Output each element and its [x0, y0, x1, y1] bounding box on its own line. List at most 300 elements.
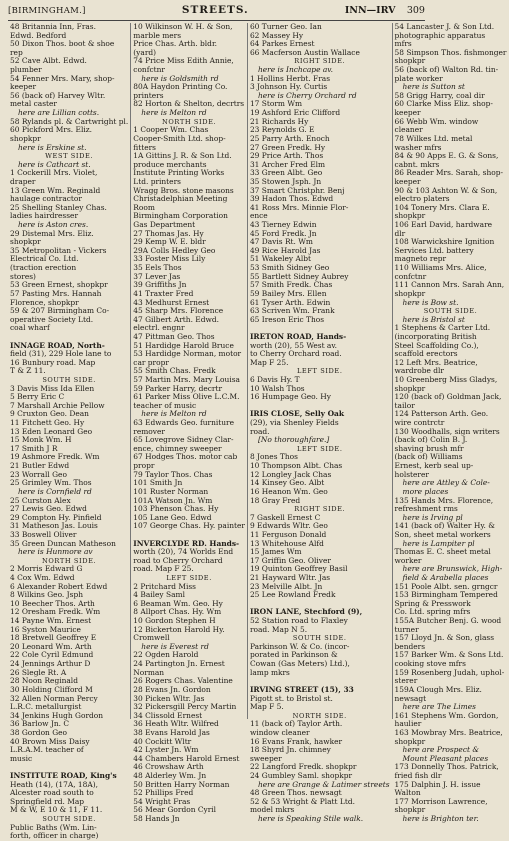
directory-entry: cleaner — [394, 125, 423, 135]
directory-entry: 57 Pasting Mrs. Hannah — [10, 288, 102, 298]
street-heading: IRVING STREET (15), 33 — [249, 684, 354, 694]
street-heading: IRON LANE, Stechford (9), — [249, 607, 363, 617]
directory-entry: 43 Medhurst Ernest — [133, 297, 210, 307]
directory-entry: 27 Thomas Jas. Hy — [133, 228, 204, 238]
directory-entry: 1 Cooper Wm. Chas — [133, 125, 209, 135]
directory-entry: 37 Lever Jas — [133, 271, 181, 281]
directory-entry: 8 Jones Thos — [249, 452, 298, 462]
directory-entry: 10 Wilkinson W. H. & Son, — [133, 22, 233, 31]
directory-entry: 41 Traxter Fred — [133, 288, 194, 298]
cross-street-note: here is Brighton ter. — [402, 814, 479, 824]
directory-entry: 33 Foster Miss Lily — [133, 254, 206, 264]
directory-entry: 159A Clough Mrs. Eliz. — [394, 684, 482, 694]
directory-entry: Birmingham Corporation — [133, 211, 228, 221]
directory-entry: Alcester road south to — [10, 788, 94, 798]
directory-entry: fitters — [133, 142, 156, 152]
directory-entry: 49 Rice Harold Jas — [249, 245, 321, 255]
directory-entry: lamp mkrs — [249, 667, 290, 677]
directory-entry: 12 Bickerton Harold Hy. — [133, 624, 225, 634]
directory-entry: draper — [10, 176, 36, 186]
directory-entry: shopkpr — [394, 288, 426, 298]
cross-street-note: here is Sutton st — [402, 82, 465, 92]
directory-entry: 12 Oresham Fredk. Wm — [10, 607, 101, 617]
directory-entry: ence — [249, 211, 268, 221]
directory-entry: M & W, E 10 & 11, F 11. — [10, 805, 103, 815]
directory-entry: Map F 25. — [249, 357, 289, 367]
directory-entry: photographic apparatus — [394, 30, 486, 40]
directory-entry: 25 Grimley Wm. Thos — [10, 478, 92, 488]
directory-entry: 61 Parker Miss Olive L.C.M. — [133, 392, 240, 402]
directory-column-2 — [130, 22, 247, 824]
directory-entry: 6 Alexander Robert Edwd — [10, 581, 108, 591]
directory-entry: 78 Wilkes Ltd. metal — [394, 133, 473, 143]
directory-entry: plumber — [10, 65, 42, 75]
directory-entry: keeper — [394, 108, 421, 118]
directory-entry: haulage contractor — [10, 194, 82, 204]
side-label: LEFT SIDE. — [296, 444, 343, 453]
directory-entry: printers — [133, 90, 164, 100]
directory-entry: 16 Bunbury road. Map — [10, 357, 96, 367]
directory-entry: fried fish dlr — [394, 771, 442, 781]
directory-entry: 66 Macferson Austin Wallace — [249, 47, 360, 57]
header-street-range: INN—IRV — [344, 5, 396, 16]
directory-entry: 16 Humpage Geo. Hy — [249, 392, 331, 402]
directory-entry: 51 Hardidge Harold Bruce — [133, 340, 234, 350]
directory-entry: 45 Ford Fredk. Jn — [249, 228, 317, 238]
directory-entry: 177 Morrison Lawrence, — [394, 796, 488, 806]
directory-entry: 60 Turner Geo. Ian — [249, 22, 322, 31]
directory-entry: 40 Brown Miss Daisy — [10, 736, 90, 746]
directory-entry: 18 Gray Fred — [249, 495, 301, 505]
directory-entry: 52 Station road to Flaxley — [249, 616, 348, 626]
directory-entry: 90 & 103 Ashton W. & Son, — [394, 185, 498, 195]
directory-entry: Thomas E. C. sheet metal — [394, 547, 491, 557]
directory-entry: coal wharf — [10, 323, 50, 333]
directory-entry: road. Map F 25. — [133, 564, 194, 574]
directory-entry: 62 Massey Hy — [249, 30, 304, 40]
directory-entry: 37 Smart Christphr. Benj — [249, 185, 345, 195]
directory-entry: 38 Evans Harold Jas — [133, 727, 210, 737]
directory-entry: 161 Stephens Wm. Gordon, — [394, 710, 499, 720]
directory-entry: porated in Parkinson & — [249, 650, 338, 660]
directory-entry: 23 Worrall Geo — [10, 469, 67, 479]
directory-column-1 — [8, 22, 130, 841]
directory-entry: cabnt. mkrs — [394, 159, 440, 169]
directory-entry: 64 Parkes Ernest — [249, 39, 315, 49]
directory-entry: 130 Woodhalls, sign writers — [394, 426, 500, 436]
directory-entry: keeper — [10, 82, 37, 92]
directory-entry: shopkpr — [394, 805, 426, 815]
side-label: RIGHT SIDE. — [294, 57, 346, 66]
cross-street-note: here are The Limes — [402, 702, 476, 712]
directory-entry: Spring & Presswork — [394, 598, 471, 608]
directory-entry: 58 Simpson Thos. fishmonger — [394, 47, 507, 57]
directory-entry: (back of) Williams — [394, 452, 463, 462]
directory-entry: 1 Cockerill Mrs. Violet, — [10, 168, 98, 178]
page-number: 309 — [406, 5, 425, 16]
cross-street-note: here is Melton rd — [141, 409, 207, 419]
directory-entry: 74 Price Miss Edith Annie, — [133, 56, 234, 66]
directory-entry: confctnr — [394, 271, 427, 281]
directory-entry: 53 Green Ernest, shopkpr — [10, 280, 108, 290]
directory-entry: 31 Archer Fred Elm — [249, 159, 326, 169]
directory-entry: 63 Scriven Wm. Frank — [249, 306, 335, 316]
directory-entry: 25 Shelling Stanley Chas. — [10, 202, 107, 212]
side-label: NORTH SIDE. — [162, 117, 217, 126]
directory-entry: shopkpr — [10, 237, 41, 247]
side-label: SOUTH SIDE. — [292, 634, 347, 643]
directory-entry: to Cherry Orchard road. — [249, 349, 342, 359]
cross-street-note: here is Hunmore av — [18, 547, 93, 557]
directory-entry: 34 Jenkins Hugh Gordon — [10, 710, 104, 720]
side-label: LEFT SIDE. — [296, 367, 343, 376]
directory-entry: 43 Tierney Edwin — [249, 220, 317, 230]
directory-entry: 108 Warwickshire Ignition — [394, 237, 495, 247]
directory-entry: 39 Griffiths Jn — [133, 280, 187, 290]
directory-entry: 173 Donnelly Thos. Patrick, — [394, 762, 499, 772]
directory-entry: 84 & 90 Apps E. G. & Sons, — [394, 151, 499, 161]
directory-entry: 14 Kinsey Geo. Albt — [249, 478, 325, 488]
directory-entry: Institute Printing Works — [133, 168, 225, 178]
cross-street-note: here is Cathcart st. — [18, 159, 91, 169]
directory-entry: L.R.A.M. teacher of — [10, 745, 84, 755]
directory-entry: 13 Green Wm. Reginald — [10, 185, 101, 195]
directory-entry: 48 Green Thos. newsagt — [249, 788, 342, 798]
directory-entry: 29 Price Arth. Thos — [249, 151, 324, 161]
directory-entry: 24 Jennings Arthur D — [10, 659, 91, 669]
cross-street-note: here is Aston cres. — [18, 220, 89, 230]
directory-entry: 2 Morris Edward G — [10, 564, 83, 574]
directory-entry: 52 & 53 Wright & Platt Ltd. — [249, 796, 355, 806]
directory-entry: 10 Walsh Thos — [249, 383, 305, 393]
directory-entry: Cromwell — [133, 633, 170, 643]
directory-entry: 19 Ashford Eric Clifford — [249, 108, 341, 118]
directory-entry: 29 Kemp W. E. bldr — [133, 237, 206, 247]
directory-entry: 141 (back of) Walter Hy. & — [394, 521, 495, 531]
directory-entry: 35 Green Duncan Matheson — [10, 538, 116, 548]
cross-street-note: Mount Pleasant places — [402, 753, 489, 763]
directory-entry: 50 Britten Harry Norman — [133, 779, 230, 789]
directory-entry: 58 Grigg Harry, coal dir — [394, 90, 485, 100]
directory-entry: Electrical Co. Ltd. — [10, 254, 79, 264]
directory-entry: 53 Hardidge Norman, motor — [133, 349, 242, 359]
directory-entry: 6 Davis Hy. T — [249, 374, 300, 384]
directory-entry: 22 Langford Fredk. shopkpr — [249, 762, 357, 772]
directory-entry: 59 & 207 Birmingham Co- — [10, 306, 110, 316]
directory-entry: 157 Barker Wm. & Sons Ltd. — [394, 650, 504, 660]
directory-entry: 110 Williams Mrs. Alice, — [394, 263, 487, 273]
directory-entry: shaving brush mfr — [394, 443, 464, 453]
directory-entry: 29A Colls Hedley Geo — [133, 245, 216, 255]
directory-entry: L.R.C. metallurgist — [10, 702, 82, 712]
directory-entry: electro platers — [394, 194, 450, 204]
directory-entry: 29 Distemal Mrs. Eliz. — [10, 228, 94, 238]
directory-entry: Son, sheet metal workers — [394, 529, 491, 539]
header-section-title: STREETS. — [181, 4, 249, 16]
directory-entry: Cooper-Smith Ltd. shop- — [133, 133, 226, 143]
directory-entry: turner — [394, 624, 419, 634]
directory-entry: 79 Taylor Thos. Chas — [133, 469, 213, 479]
directory-entry: 59 Bailey Mrs. Ellen — [249, 288, 327, 298]
directory-entry: 16 Evans Frank, hawker — [249, 736, 343, 746]
directory-entry: 65 Ireson Eric Thos — [249, 314, 325, 324]
cross-street-note: field & Arabella places — [402, 573, 489, 582]
directory-entry: 105 Lane Geo. Edwd — [133, 512, 212, 522]
directory-entry: 19 Ashmore Fredk. Wm — [10, 452, 100, 462]
directory-entry: 51 Wakeley Albt — [249, 254, 311, 264]
directory-entry: 34 Clissold Ernest — [133, 710, 203, 720]
directory-entry: 6 Beaman Wm. Geo. Hy — [133, 598, 223, 608]
directory-entry: 26 Slegle Rt. A — [10, 667, 67, 677]
directory-entry: 86 Reader Mrs. Sarah, shop- — [394, 168, 504, 178]
directory-entry: dlr — [394, 228, 406, 238]
directory-entry: 16 Syston Maurice — [10, 624, 81, 634]
directory-entry: 15 Monk Wm. H — [10, 435, 72, 445]
directory-entry: 103 Phenson Chas. Hy — [133, 504, 219, 514]
directory-entry: rep — [10, 47, 23, 57]
directory-entry: 25 Parry Arth. Enoch — [249, 133, 330, 143]
directory-entry: wire contrctr — [394, 418, 445, 428]
directory-entry: worth (20), 55 West av. — [249, 340, 338, 350]
directory-entry: worth (20), 74 Worlds End — [133, 547, 234, 557]
directory-entry: 35 Stowen Jsph. Jn — [249, 176, 322, 186]
side-label: NORTH SIDE. — [292, 711, 347, 720]
directory-entry: 27 Lewis Geo. Edwd — [10, 504, 87, 514]
directory-entry: 2 Pritchard Miss — [133, 581, 197, 591]
directory-entry: haulier — [394, 719, 422, 729]
directory-entry: 11 Fitchett Geo. Hy — [10, 418, 85, 428]
directory-entry: 17 Smith J R — [10, 443, 58, 453]
directory-entry: 3 Davis Miss Ida Ellen — [10, 383, 95, 393]
directory-entry: car propr — [133, 357, 169, 367]
directory-entry: road to Cherry Orchard — [133, 555, 223, 565]
cross-street-note: here is Speaking Stile walk. — [257, 814, 364, 824]
directory-entry: 41 Ross Mrs. Minnie Flor- — [249, 202, 349, 212]
directory-entry: 8 Allport Chas. Hy. Wm — [133, 607, 222, 617]
directory-entry: 24 Gumbley Saml. shopkpr — [249, 771, 353, 781]
directory-entry: 8 Wilkins Geo. Jsph — [10, 590, 83, 600]
directory-entry: shopkpr — [394, 211, 426, 221]
directory-entry: cooking stove mfrs — [394, 659, 466, 669]
directory-entry: 7 Gaskell Ernest C — [249, 512, 321, 522]
directory-entry: 33 Boswell Oliver — [10, 529, 77, 539]
cross-street-note: [No thoroughfare.] — [257, 435, 330, 445]
cross-street-note: here is Everest rd — [141, 641, 209, 651]
directory-entry: Edwd. Bedford — [10, 30, 67, 40]
directory-entry: benders — [394, 641, 426, 651]
directory-entry: (29), via Shenley Fields — [249, 418, 339, 428]
directory-entry: road. — [249, 426, 270, 436]
directory-entry: 157 Lloyd Jn. & Son, glass — [394, 633, 495, 643]
directory-entry: 9 Cruxton Geo. Dean — [10, 409, 89, 419]
directory-entry: 57 Smith Fredk. Chas — [249, 280, 333, 290]
directory-entry: 22 Cole Cyril Edmund — [10, 650, 94, 660]
directory-entry: Ltd. printers — [133, 176, 181, 186]
directory-column-3 — [247, 22, 392, 824]
cross-street-note: here is Melton rd — [141, 108, 207, 118]
side-label: SOUTH SIDE. — [42, 815, 96, 824]
directory-entry: 135 Hands Mrs. Florence, — [394, 495, 494, 505]
directory-entry: 153 Birmingham Tempered — [394, 590, 498, 600]
directory-entry: 18 Shyrd Jn. chimney — [249, 745, 331, 755]
directory-entry: 15 James Wm — [249, 547, 302, 557]
directory-entry: 21 Richards Hy — [249, 116, 309, 126]
directory-entry: 19 Quinton Geoffrey Basil — [249, 564, 348, 574]
directory-entry: 21 Butler Edwd — [10, 461, 70, 471]
directory-entry: 66 Webb Wm. window — [394, 116, 479, 126]
side-label: SOUTH SIDE. — [423, 307, 478, 316]
directory-entry: 21 Hayward Wltr. Jas — [249, 573, 331, 582]
directory-entry: ladies hairdresser — [10, 211, 79, 221]
directory-entry: 63 Edwards Geo. furniture — [133, 418, 235, 428]
directory-entry: Public Baths (Wm. Lin- — [10, 822, 97, 832]
directory-entry: 28 Evans Jn. Gordon — [133, 684, 211, 694]
directory-entry: 39 Hadon Thos. Edwd — [249, 194, 334, 204]
directory-entry: 16 Heanon Wm. Geo — [249, 486, 328, 496]
directory-entry: 4 Cox Wm. Edwd — [10, 573, 75, 582]
cross-street-note: here is Bristol st — [402, 314, 465, 324]
street-heading: IRETON ROAD, Hands- — [249, 331, 347, 341]
side-label: LEFT SIDE. — [166, 574, 212, 582]
directory-entry: 23 Reynolds G. E — [249, 125, 315, 135]
directory-entry: 58 Hands Jn — [133, 814, 180, 824]
directory-entry: 52 Cave Albt. Edwd. — [10, 56, 87, 66]
directory-entry: tailor — [394, 400, 415, 410]
directory-entry: 38 Gordon Geo — [10, 727, 68, 737]
directory-entry: 1 Stephens & Carter Ltd. — [394, 323, 491, 333]
directory-entry: 124 Patterson Arth. Geo. — [394, 409, 489, 419]
directory-entry: washer mfrs — [394, 142, 442, 152]
directory-entry: 30 Picken Wltr. Jas — [133, 693, 205, 703]
directory-entry: Christadelphian Meeting — [133, 194, 228, 204]
directory-entry: shopkpr — [10, 133, 41, 143]
directory-entry: confctnr — [133, 65, 165, 75]
directory-entry: 55 Bartlett Sidney Aubrey — [249, 271, 349, 281]
directory-entry: ence, chimney sweeper — [133, 443, 222, 453]
directory-entry: 52 Phillips Fred — [133, 788, 194, 798]
directory-columns — [8, 22, 507, 841]
directory-entry: 111 Cannon Mrs. Sarah Ann, — [394, 280, 505, 290]
directory-entry: 56 (back of) Harvey Wltr. — [10, 90, 106, 100]
cross-street-note: here is Bow st. — [402, 297, 459, 307]
cross-street-note: here is Cherry Orchard rd — [257, 90, 357, 100]
directory-entry: Gas Department — [133, 220, 196, 230]
cross-street-note: here is Inchcape av. — [257, 65, 333, 75]
directory-entry: model mkrs — [249, 805, 295, 815]
directory-entry: plate worker — [394, 73, 443, 83]
directory-entry: 53 Smith Sidney Geo — [249, 263, 330, 273]
directory-entry: 12 Left Mrs. Beatrice, — [394, 357, 478, 367]
directory-entry: marble mers — [133, 30, 182, 40]
directory-entry: 27 Green Fredk. Hy — [249, 142, 326, 152]
directory-entry: Cowan (Gas Meters) Ltd.), — [249, 659, 350, 669]
directory-entry: Wragg Bros. stone masons — [133, 185, 234, 195]
directory-entry: 155A Butcher Benj. G. wood — [394, 616, 502, 626]
directory-entry: 5 Berry Eric C — [10, 392, 65, 402]
directory-entry: (incorporating British — [394, 331, 477, 341]
cross-street-note: more places — [402, 486, 449, 496]
directory-entry: 31 Matheson Jas. Louis — [10, 521, 98, 531]
cross-street-note: here is Cornfield rd — [18, 486, 92, 496]
directory-entry: 151 Poole Albt. sen. grngcr — [394, 581, 498, 591]
directory-entry: 65 Lovegrove Sidney Clar- — [133, 435, 234, 445]
directory-entry: shopkpr — [394, 736, 426, 746]
directory-entry: 54 Fenner Mrs. Mary, shop- — [10, 73, 115, 83]
directory-entry: 42 Lyster Jn. Wm — [133, 745, 199, 755]
directory-entry: 22 Ogden Harold — [133, 650, 199, 660]
directory-entry: 82 Horton & Shelton, decrtrs — [133, 99, 245, 109]
directory-entry: 25 Lee Rowland Fredk — [249, 590, 336, 600]
cross-street-note: here is Erskine st. — [18, 142, 87, 152]
side-label: RIGHT SIDE. — [294, 505, 346, 514]
directory-entry: 26 Rogers Chas. Valentine — [133, 676, 233, 686]
header-range — [345, 5, 425, 16]
directory-entry: Florence, shopkpr — [10, 297, 79, 307]
directory-entry: 20 Leonard Wm. Arth — [10, 641, 92, 651]
directory-entry: operative Society Ltd. — [10, 314, 94, 324]
page-header — [8, 4, 425, 21]
directory-entry: forth, officer in charge) — [10, 831, 99, 841]
directory-entry: 46 Crowshaw Arth — [133, 762, 204, 772]
directory-entry: 1A Gittins J. R. & Son Ltd. — [133, 151, 232, 161]
directory-entry: 13 Whitehouse Alfd — [249, 538, 324, 548]
directory-entry: produce merchants — [133, 159, 207, 169]
directory-entry: Price Chas. Arth. bldr. — [133, 39, 218, 49]
directory-entry: 101A Watson Jn. Wm — [133, 495, 213, 505]
cross-street-note: here are Lillian cotts. — [18, 108, 100, 118]
directory-entry: Steel Scaffolding Co.), — [394, 340, 479, 350]
directory-entry: 56 (back of) Walton Rd. tin- — [394, 65, 499, 75]
directory-entry: Room — [133, 202, 155, 212]
directory-entry: 57 Martin Mrs. Mary Louisa — [133, 374, 240, 384]
directory-entry: sterer — [394, 676, 418, 686]
directory-entry: Heath (14), (17A, 18A), — [10, 779, 99, 789]
directory-entry: 40 Cockitt Wltr — [133, 736, 192, 746]
street-heading: INSTITUTE ROAD, King's — [10, 771, 117, 781]
directory-entry: 175 Dalphin J. H. issue — [394, 779, 481, 789]
directory-entry: 10 Greenberg Miss Gladys, — [394, 374, 498, 384]
directory-entry: refreshment rms — [394, 504, 458, 514]
directory-entry: 61 Tyser Arth. Edwin — [249, 297, 331, 307]
directory-entry: propr — [133, 461, 155, 471]
directory-entry: 7 Marshall Archie Pellow — [10, 400, 105, 410]
directory-entry: 29 Compton Hy. Pinfield — [10, 512, 102, 522]
directory-entry: mfrs — [394, 39, 412, 49]
directory-entry: worker — [394, 555, 422, 565]
directory-entry: 30 Holding Clifford M — [10, 684, 93, 694]
directory-entry: 59 Parker Harry, decrtr — [133, 383, 222, 393]
directory-entry: 54 Lancaster J. & Son Ltd. — [394, 22, 495, 31]
directory-entry: Ernest, kerb seal up- — [394, 461, 474, 471]
directory-entry: 47 Gilbert Arth. Edwd. — [133, 314, 219, 324]
directory-entry: remover — [133, 426, 165, 436]
directory-entry: keeper — [394, 176, 421, 186]
directory-entry: 45 Sharp Mrs. Florence — [133, 306, 224, 316]
directory-entry: Pigott st. to Bristol st. — [249, 693, 333, 703]
header-city: [BIRMINGHAM.] — [8, 6, 86, 16]
directory-entry: 24 Partington Jn. Ernest — [133, 659, 225, 669]
directory-entry: 11 (back of) Taylor Arth. — [249, 719, 343, 729]
directory-entry: Norman — [133, 667, 165, 677]
side-label: NORTH SIDE. — [42, 556, 97, 565]
directory-entry: 36 Heath Wltr. Wilfred — [133, 719, 219, 729]
directory-entry: 10 Thompson Albt. Chas — [249, 461, 343, 471]
directory-entry: 4 Bailey Saml — [133, 590, 185, 600]
directory-entry: 67 Hodges Thos. motor cab — [133, 452, 238, 462]
directory-entry: 58 Rylands pl. & Cartwright pl. — [10, 116, 129, 126]
directory-entry: 120 (back of) Goldman Jack, — [394, 392, 502, 402]
directory-entry: 163 Mowbray Mrs. Beatrice, — [394, 727, 503, 737]
